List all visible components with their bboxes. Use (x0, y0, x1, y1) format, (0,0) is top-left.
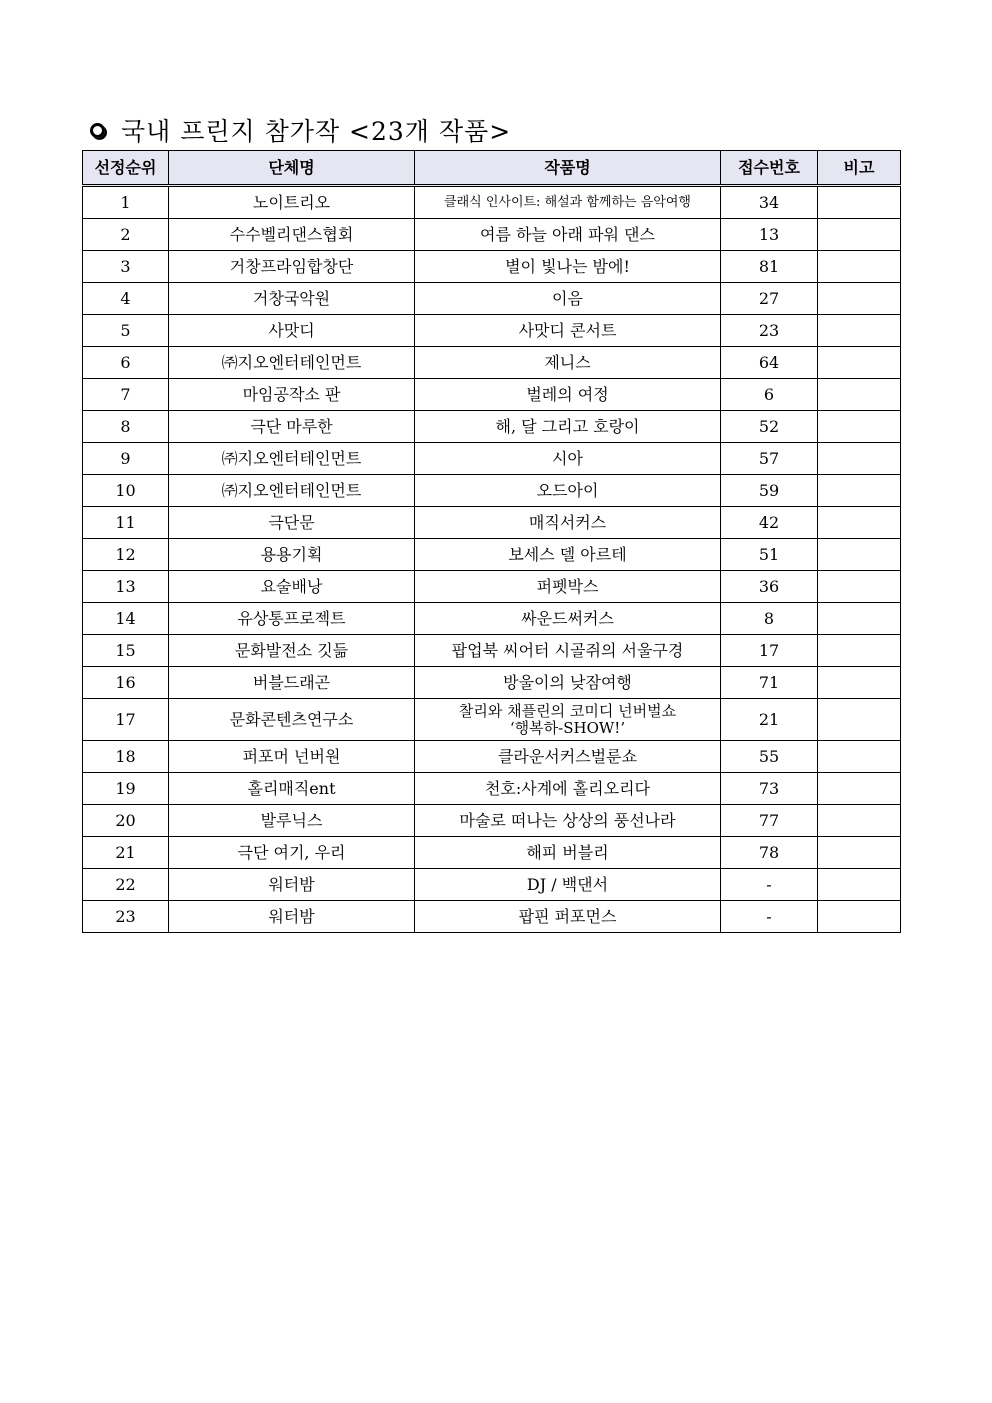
table-row (83, 315, 901, 347)
title-cell: 매직서커스 (415, 507, 721, 539)
number-cell: 17 (721, 635, 818, 667)
circle-bullet-icon (90, 123, 105, 138)
table-row (83, 869, 901, 901)
table-row (83, 539, 901, 571)
group-cell: 극단 마루한 (169, 411, 415, 443)
number-cell: 6 (721, 379, 818, 411)
note-cell (818, 475, 901, 507)
group-cell: 극단문 (169, 507, 415, 539)
rank-cell: 3 (83, 251, 169, 283)
group-cell: 유상통프로젝트 (169, 603, 415, 635)
number-cell: 42 (721, 507, 818, 539)
title-cell: 마술로 떠나는 상상의 풍선나라 (415, 805, 721, 837)
title-cell: 해피 버블리 (415, 837, 721, 869)
rank-cell: 6 (83, 347, 169, 379)
note-cell (818, 571, 901, 603)
title-cell (415, 699, 721, 741)
rank-cell: 23 (83, 901, 169, 933)
table-row (83, 475, 901, 507)
table-row (83, 251, 901, 283)
number-cell: - (721, 869, 818, 901)
table-row (83, 635, 901, 667)
table-row (83, 186, 901, 219)
table-header-row (83, 151, 901, 186)
rank-cell: 20 (83, 805, 169, 837)
title-cell: 퍼펫박스 (415, 571, 721, 603)
title-cell: 별이 빛나는 밤에! (415, 251, 721, 283)
rank-cell: 18 (83, 741, 169, 773)
number-cell: 23 (721, 315, 818, 347)
title-cell: 오드아이 (415, 475, 721, 507)
number-cell: 52 (721, 411, 818, 443)
rank-cell: 2 (83, 219, 169, 251)
table-row (83, 667, 901, 699)
table-row (83, 773, 901, 805)
title-cell: 여름 하늘 아래 파워 댄스 (415, 219, 721, 251)
note-cell (818, 667, 901, 699)
table-row (83, 507, 901, 539)
note-cell (818, 635, 901, 667)
rank-cell: 17 (83, 699, 169, 741)
note-cell (818, 379, 901, 411)
title-cell: 클라운서커스벌룬쇼 (415, 741, 721, 773)
number-cell: 59 (721, 475, 818, 507)
title-line-2: ‘행복하-SHOW!’ (509, 718, 626, 737)
header-note: 비고 (818, 151, 901, 186)
group-cell: ㈜지오엔터테인먼트 (169, 347, 415, 379)
title-line-1: 찰리와 채플린의 코미디 넌버벌쇼 (458, 701, 677, 720)
number-cell: 64 (721, 347, 818, 379)
number-cell: 73 (721, 773, 818, 805)
number-cell: 71 (721, 667, 818, 699)
title-cell: 시아 (415, 443, 721, 475)
number-cell: - (721, 901, 818, 933)
note-cell (818, 507, 901, 539)
title-cell: 해, 달 그리고 호랑이 (415, 411, 721, 443)
note-cell (818, 539, 901, 571)
note-cell (818, 251, 901, 283)
note-cell (818, 411, 901, 443)
number-cell: 78 (721, 837, 818, 869)
title-cell: 팝업북 씨어터 시골쥐의 서울구경 (415, 635, 721, 667)
note-cell (818, 741, 901, 773)
title-cell: 싸운드써커스 (415, 603, 721, 635)
number-cell: 21 (721, 699, 818, 741)
group-cell: 노이트리오 (169, 186, 415, 219)
title-cell: 방울이의 낮잠여행 (415, 667, 721, 699)
rank-cell: 10 (83, 475, 169, 507)
note-cell (818, 443, 901, 475)
header-rank: 선정순위 (83, 151, 169, 186)
rank-cell: 13 (83, 571, 169, 603)
note-cell (818, 773, 901, 805)
table-row (83, 283, 901, 315)
note-cell (818, 901, 901, 933)
table-row (83, 443, 901, 475)
number-cell: 34 (721, 186, 818, 219)
note-cell (818, 603, 901, 635)
title-cell: 팝핀 퍼포먼스 (415, 901, 721, 933)
title-cell: DJ / 백댄서 (415, 869, 721, 901)
rank-cell: 7 (83, 379, 169, 411)
number-cell: 27 (721, 283, 818, 315)
note-cell (818, 805, 901, 837)
number-cell: 36 (721, 571, 818, 603)
group-cell: 극단 여기, 우리 (169, 837, 415, 869)
group-cell: 요술배낭 (169, 571, 415, 603)
number-cell: 51 (721, 539, 818, 571)
group-cell: 문화콘텐츠연구소 (169, 699, 415, 741)
rank-cell: 15 (83, 635, 169, 667)
number-cell: 8 (721, 603, 818, 635)
group-cell: 문화발전소 깃듦 (169, 635, 415, 667)
rank-cell: 11 (83, 507, 169, 539)
note-cell (818, 186, 901, 219)
section-heading (90, 114, 511, 146)
header-group: 단체명 (169, 151, 415, 186)
number-cell: 55 (721, 741, 818, 773)
table-row (83, 901, 901, 933)
header-number: 접수번호 (721, 151, 818, 186)
title-cell: 클래식 인사이트: 해설과 함께하는 음악여행 (415, 186, 721, 219)
number-cell: 57 (721, 443, 818, 475)
title-cell: 제니스 (415, 347, 721, 379)
title-cell: 보세스 델 아르테 (415, 539, 721, 571)
group-cell: 워터밤 (169, 901, 415, 933)
table-row (83, 571, 901, 603)
note-cell (818, 869, 901, 901)
group-cell: 수수벨리댄스협회 (169, 219, 415, 251)
title-cell: 사맛디 콘서트 (415, 315, 721, 347)
rank-cell: 12 (83, 539, 169, 571)
note-cell (818, 283, 901, 315)
rank-cell: 21 (83, 837, 169, 869)
group-cell: 퍼포머 넌버원 (169, 741, 415, 773)
table-row (83, 741, 901, 773)
heading-text: 국내 프린지 참가작 <23개 작품> (121, 117, 512, 146)
table-row (83, 379, 901, 411)
table-row (83, 347, 901, 379)
rank-cell: 9 (83, 443, 169, 475)
group-cell: 버블드래곤 (169, 667, 415, 699)
note-cell (818, 315, 901, 347)
note-cell (818, 837, 901, 869)
rank-cell: 22 (83, 869, 169, 901)
table-row (83, 411, 901, 443)
header-title: 작품명 (415, 151, 721, 186)
group-cell: 사맛디 (169, 315, 415, 347)
rank-cell: 8 (83, 411, 169, 443)
note-cell (818, 699, 901, 741)
title-cell: 이음 (415, 283, 721, 315)
group-cell: 워터밤 (169, 869, 415, 901)
group-cell: 거창국악원 (169, 283, 415, 315)
table-row (83, 805, 901, 837)
rank-cell: 5 (83, 315, 169, 347)
title-cell: 천호:사계에 홀리오리다 (415, 773, 721, 805)
table-row (83, 219, 901, 251)
rank-cell: 16 (83, 667, 169, 699)
rank-cell: 1 (83, 186, 169, 219)
number-cell: 81 (721, 251, 818, 283)
table-row (83, 837, 901, 869)
rank-cell: 14 (83, 603, 169, 635)
group-cell: 마임공작소 판 (169, 379, 415, 411)
group-cell: 발루닉스 (169, 805, 415, 837)
table-row (83, 699, 901, 741)
number-cell: 77 (721, 805, 818, 837)
group-cell: ㈜지오엔터테인먼트 (169, 443, 415, 475)
rank-cell: 19 (83, 773, 169, 805)
table-row (83, 603, 901, 635)
group-cell: 홀리매직ent (169, 773, 415, 805)
note-cell (818, 347, 901, 379)
note-cell (818, 219, 901, 251)
rank-cell: 4 (83, 283, 169, 315)
group-cell: ㈜지오엔터테인먼트 (169, 475, 415, 507)
fringe-participants-table (82, 150, 901, 933)
number-cell: 13 (721, 219, 818, 251)
group-cell: 거창프라임합창단 (169, 251, 415, 283)
title-cell: 벌레의 여정 (415, 379, 721, 411)
group-cell: 용용기획 (169, 539, 415, 571)
